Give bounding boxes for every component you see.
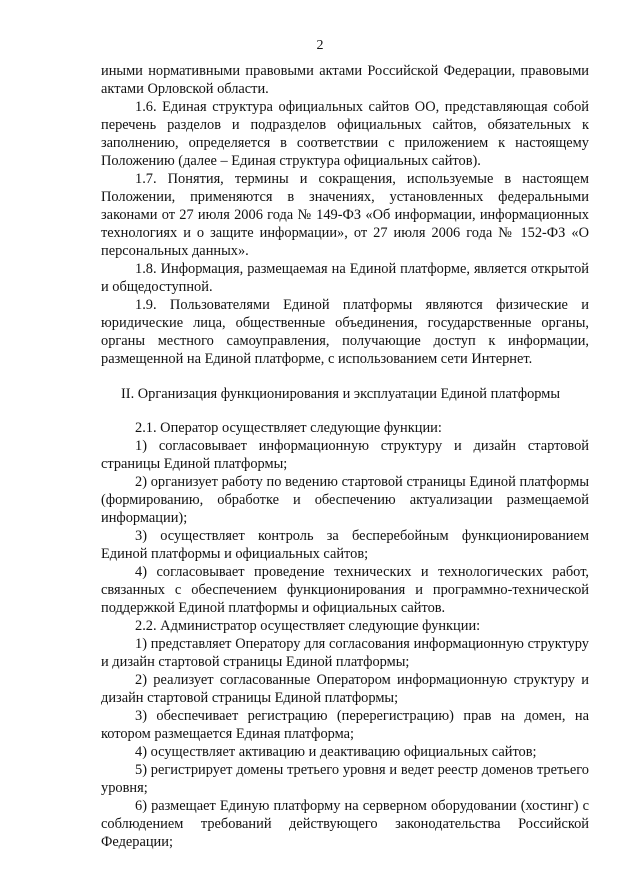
paragraph-1-8: 1.8. Информация, размещаемая на Единой платформе, является открытой и общедоступной. <box>101 261 589 295</box>
paragraph-2-2: 2.2. Администратор осуществляет следующие функции: <box>135 618 481 634</box>
paragraph-1-9: 1.9. Пользователями Единой платформы являются физические и юридические лица, общественные объединения, государственные органы, органы местного самоуправления, получающие доступ к информации, размещенной на Единой платформе, с использованием сети Интернет. <box>101 297 589 367</box>
section-heading: II. Организация функционирования и эксплуатации Единой платформы <box>121 386 561 402</box>
document-body <box>101 62 589 851</box>
list-item-2-1-4: 4) согласовывает проведение технических и технологических работ, связанных с обеспечением функционирования и программно-технической поддержкой Единой платформы и официальных сайтов. <box>101 564 589 616</box>
list-item-2-2-6: 6) размещает Единую платформу на серверном оборудовании (хостинг) с соблюдением требований действующего законодательства Российской Федерации; <box>101 798 589 850</box>
list-item-2-2-5: 5) регистрирует домены третьего уровня и ведет реестр доменов третьего уровня; <box>101 762 589 796</box>
list-item-2-2-1: 1) представляет Оператору для согласования информационную структуру и дизайн стартовой страницы Единой платформы; <box>101 636 589 670</box>
paragraph-1-6: 1.6. Единая структура официальных сайтов ОО, представляющая собой перечень разделов и подразделов официальных сайтов, обязательных к заполнению, определяется в соответствии с приложением к настоящему Положению (далее – Единая структура официальных сайтов). <box>101 99 589 169</box>
paragraph-continuation: иными нормативными правовыми актами Российской Федерации, правовыми актами Орловской области. <box>101 63 589 97</box>
page-number: 2 <box>316 38 324 53</box>
paragraph-1-7: 1.7. Понятия, термины и сокращения, используемые в настоящем Положении, применяются в значениях, установленных федеральными законами от 27 июля 2006 года № 149-ФЗ «Об информации, информационных технологиях и о защите информации», от 27 июля 2006 года № 152-ФЗ «О персональных данных». <box>101 171 589 259</box>
list-item-2-2-4: 4) осуществляет активацию и деактивацию официальных сайтов; <box>135 744 537 760</box>
list-item-2-2-2: 2) реализует согласованные Оператором информационную структуру и дизайн стартовой страницы Единой платформы; <box>101 672 589 706</box>
list-item-2-1-3: 3) осуществляет контроль за бесперебойным функционированием Единой платформы и официальных сайтов; <box>101 528 589 562</box>
list-item-2-1-2: 2) организует работу по ведению стартовой страницы Единой платформы (формированию, обработке и обеспечению актуализации размещаемой информации); <box>101 474 589 526</box>
paragraph-2-1: 2.1. Оператор осуществляет следующие функции: <box>135 420 442 436</box>
list-item-2-2-3: 3) обеспечивает регистрацию (перерегистрацию) прав на домен, на котором размещается Единая платформа; <box>101 708 589 742</box>
list-item-2-1-1: 1) согласовывает информационную структуру и дизайн стартовой страницы Единой платформы; <box>101 438 589 472</box>
